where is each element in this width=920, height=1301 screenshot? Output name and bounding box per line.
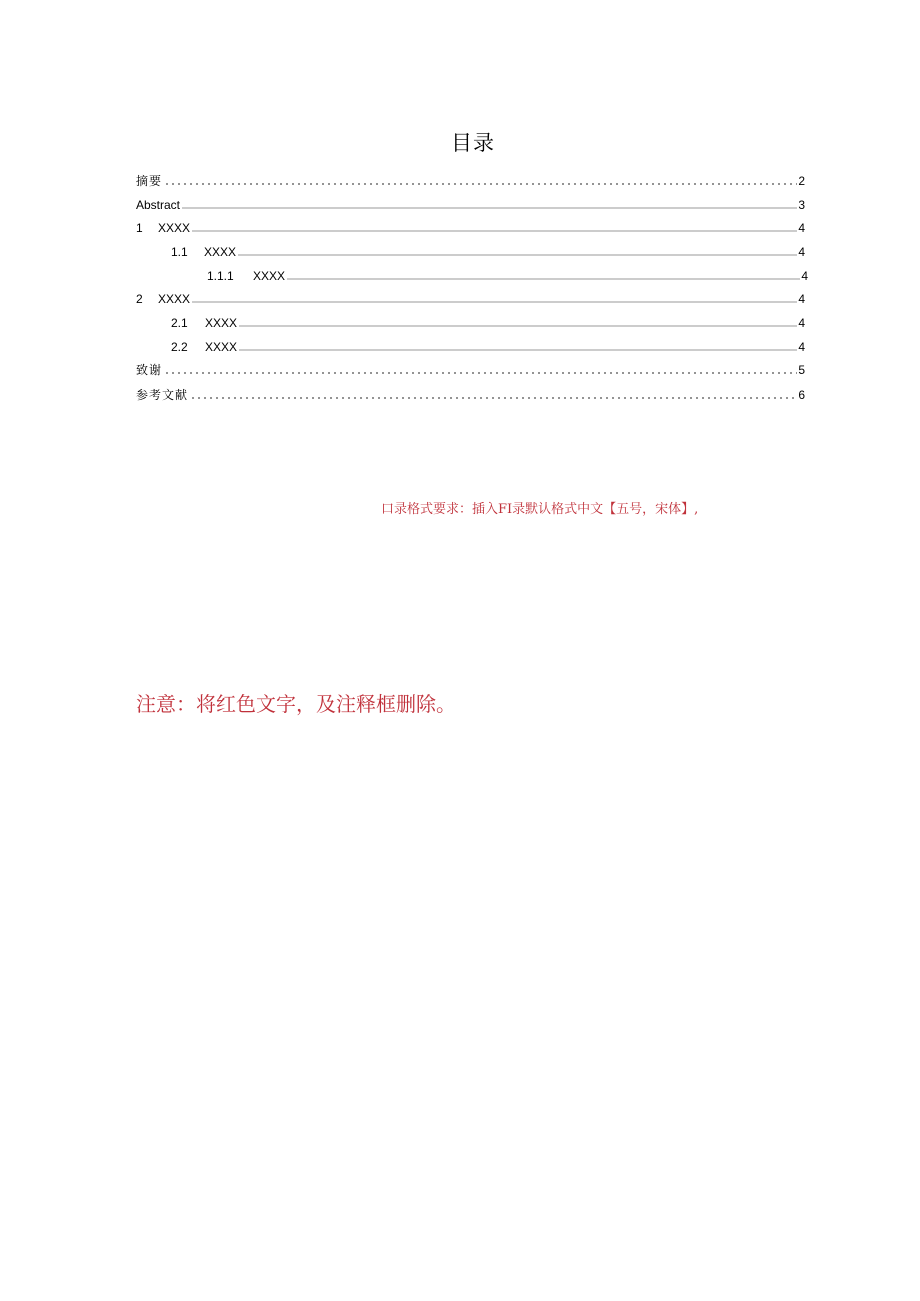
- toc-format-note: 口录格式要求：插入FI录默认格式中文【五号，宋体】,: [381, 502, 699, 517]
- toc-entry-number: 1: [136, 221, 143, 235]
- toc-entry-number: 1.1.1: [207, 269, 234, 283]
- toc-entry-label: 致谢: [136, 363, 163, 377]
- toc-entry-label: XXXX: [158, 221, 191, 235]
- toc-entry-page: 2: [798, 174, 805, 188]
- toc-entry-page: 4: [801, 269, 808, 283]
- toc-entry-page: 4: [798, 245, 805, 259]
- toc-entry-label: 摘要: [136, 174, 163, 188]
- toc-entry-label: XXXX: [204, 245, 237, 259]
- table-of-contents: [0, 0, 920, 420]
- toc-entry-label: 参考文献: [136, 388, 189, 402]
- toc-leader-dots: [287, 278, 800, 280]
- toc-entry-page: 5: [798, 363, 805, 377]
- toc-entry-section-1-1[interactable]: [171, 243, 805, 261]
- toc-entry-page: 4: [798, 221, 805, 235]
- toc-entry-acknowledgements[interactable]: [136, 361, 805, 379]
- toc-leader-dots: [239, 325, 797, 327]
- toc-entry-page: 4: [798, 316, 805, 330]
- toc-entry-label: XXXX: [205, 340, 238, 354]
- toc-entry-chapter-2[interactable]: [136, 290, 805, 308]
- delete-reminder-note: 注意：将红色文字，及注释框删除。: [136, 692, 456, 716]
- toc-entry-label: XXXX: [205, 316, 238, 330]
- toc-leader-dots: [182, 207, 797, 209]
- toc-entry-page: 6: [798, 388, 805, 402]
- toc-leader-dots: [239, 349, 797, 351]
- toc-entry-label: XXXX: [158, 292, 191, 306]
- toc-entry-label: Abstract: [136, 198, 181, 212]
- toc-entry-page: 4: [798, 292, 805, 306]
- toc-entry-section-2-2[interactable]: [171, 338, 805, 356]
- toc-entry-subsection-1-1-1[interactable]: [207, 267, 808, 285]
- toc-entry-abstract-cn[interactable]: [136, 172, 805, 190]
- toc-entry-section-2-1[interactable]: [171, 314, 805, 332]
- toc-entry-number: 1.1: [171, 245, 188, 259]
- toc-entry-number: 2.2: [171, 340, 188, 354]
- toc-entry-references[interactable]: [136, 386, 805, 404]
- toc-leader-dots: [190, 397, 797, 399]
- toc-entry-abstract-en[interactable]: [136, 196, 805, 214]
- toc-entry-chapter-1[interactable]: [136, 219, 805, 237]
- toc-entry-number: 2.1: [171, 316, 188, 330]
- toc-entry-page: 3: [798, 198, 805, 212]
- toc-leader-dots: [192, 301, 797, 303]
- toc-entry-number: 2: [136, 292, 143, 306]
- toc-title: 目录: [451, 131, 495, 155]
- toc-leader-dots: [164, 372, 797, 374]
- toc-leader-dots: [164, 183, 797, 185]
- toc-entry-page: 4: [798, 340, 805, 354]
- toc-entry-label: XXXX: [253, 269, 286, 283]
- toc-leader-dots: [238, 254, 797, 256]
- toc-leader-dots: [192, 230, 797, 232]
